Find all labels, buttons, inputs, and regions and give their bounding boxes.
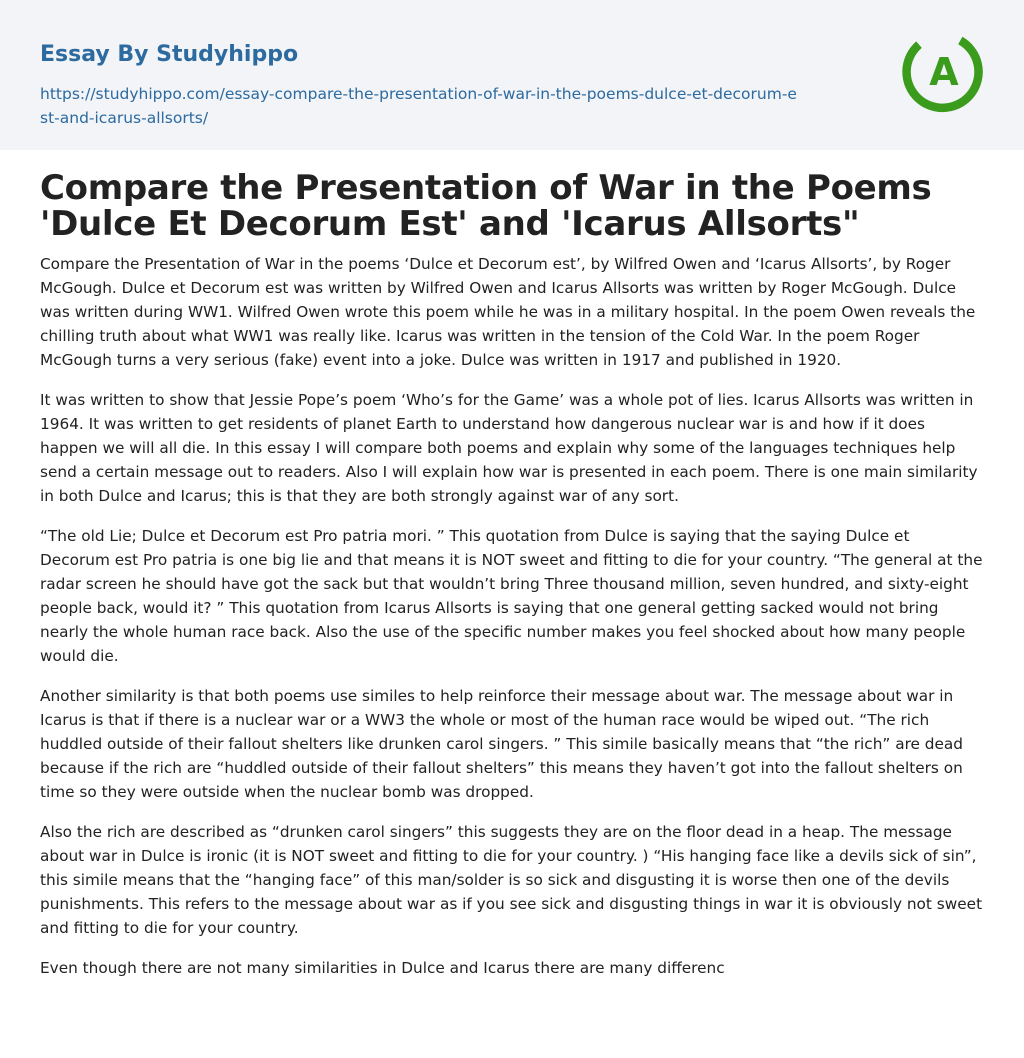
essay-paragraph: “The old Lie; Dulce et Decorum est Pro patria mori. ” This quotation from Dulce is saying that the saying Dulce et Decorum est Pro patria is one big lie and that means it is NOT sweet and fitting to die for your country. “The general at the radar screen he should have got the sack but that wouldn’t bring Three thousand million, seven hundred, and sixty-eight people back, would it? ” This quotation from Icarus Allsorts is saying that one general getting sacked would not bring nearly the whole human race back. Also the use of the specific number makes you feel shocked about how many people would die. — [40, 527, 983, 665]
essay-content — [0, 150, 1024, 980]
logo-graphic — [900, 30, 984, 114]
essay-paragraph: It was written to show that Jessie Pope’s poem ‘Who’s for the Game’ was a whole pot of lies. Icarus Allsorts was written in 1964. It was written to get residents of planet Earth to understand how dangerous nuclear war is and how if it does happen we will all die. In this essay I will compare both poems and explain why some of the languages techniques help send a certain message out to readers. Also I will explain how war is presented in each poem. There is one main similarity in both Dulce and Icarus; this is that they are both strongly against war of any sort. — [40, 391, 978, 505]
site-title: Essay By Studyhippo — [40, 42, 299, 67]
studyhippo-logo-icon[interactable] — [900, 30, 984, 114]
logo-letter: A — [929, 50, 959, 94]
essay-title: Compare the Presentation of War in the Poems 'Dulce Et Decorum Est' and 'Icarus Allsorts" — [40, 168, 932, 244]
source-url-link[interactable]: https://studyhippo.com/essay-compare-the-presentation-of-war-in-the-poems-dulce-et-decorum-est-and-icarus-allsorts/ — [40, 85, 797, 127]
essay-paragraph: Another similarity is that both poems use similes to help reinforce their message about war. The message about war in Icarus is that if there is a nuclear war or a WW3 the whole or most of the human race would be wiped out. “The rich huddled outside of their fallout shelters like drunken carol singers. ” This simile basically means that “the rich” are dead because if the rich are “huddled outside of their fallout shelters” this means they haven’t got into the fallout shelters on time so they were outside when the nuclear bomb was dropped. — [40, 687, 963, 801]
essay-paragraph: Compare the Presentation of War in the poems ‘Dulce et Decorum est’, by Wilfred Owen and ‘Icarus Allsorts’, by Roger McGough. Dulce et Decorum est was written by Wilfred Owen and Icarus Allsorts was written by Roger McGough. Dulce was written during WW1. Wilfred Owen wrote this poem while he was in a military hospital. In the poem Owen reveals the chilling truth about what WW1 was really like. Icarus was written in the tension of the Cold War. In the poem Roger McGough turns a very serious (fake) event into a joke. Dulce was written in 1917 and published in 1920. — [40, 255, 976, 369]
essay-paragraph: Also the rich are described as “drunken carol singers” this suggests they are on the floor dead in a heap. The message about war in Dulce is ironic (it is NOT sweet and fitting to die for your country. ) “His hanging face like a devils sick of sin”, this simile means that the “hanging face” of this man/solder is so sick and disgusting it is worse then one of the devils punishments. This refers to the message about war as if you see sick and disgusting things in war it is obviously not sweet and fitting to die for your country. — [40, 823, 983, 937]
essay-paragraph-truncated: Even though there are not many similarities in Dulce and Icarus there are many differenc — [40, 959, 725, 977]
site-header — [0, 0, 1024, 150]
